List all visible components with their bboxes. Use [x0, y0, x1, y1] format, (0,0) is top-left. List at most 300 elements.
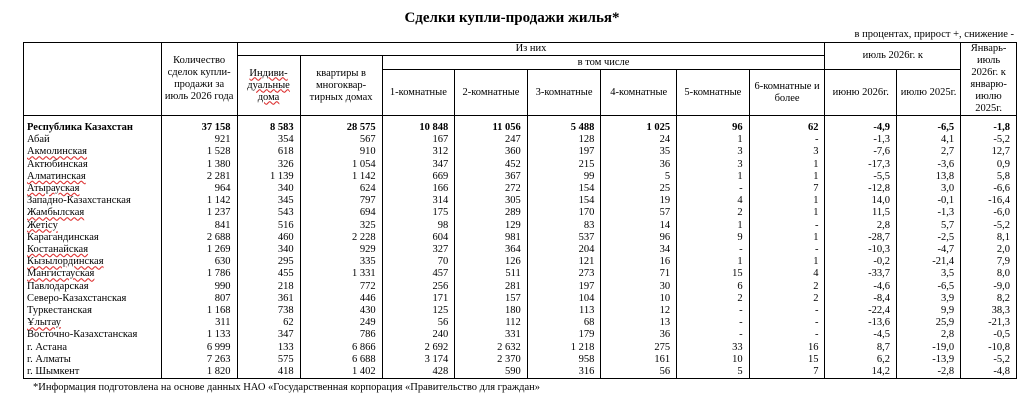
table-cell: 807: [161, 293, 237, 305]
header-including: в том числе: [382, 56, 825, 70]
table-cell: 618: [237, 146, 300, 158]
table-cell: 25,9: [897, 317, 961, 329]
table-cell: 1 820: [161, 366, 237, 379]
table-cell: 13,8: [897, 171, 961, 183]
table-cell: 2,8: [825, 220, 897, 232]
header-rooms-3: 3-комнатные: [527, 70, 601, 116]
table-cell: 4: [749, 268, 825, 280]
table-cell: -17,3: [825, 159, 897, 171]
region-name: Республика Казахстан: [24, 116, 162, 135]
table-cell: 5: [601, 171, 677, 183]
table-cell: -0,5: [961, 329, 1017, 341]
table-cell: 8 583: [237, 116, 300, 135]
table-cell: -4,6: [825, 281, 897, 293]
table-cell: 171: [382, 293, 455, 305]
table-cell: 340: [237, 244, 300, 256]
table-cell: 180: [455, 305, 528, 317]
table-cell: 786: [300, 329, 382, 341]
table-cell: 98: [382, 220, 455, 232]
table-cell: 1 786: [161, 268, 237, 280]
table-cell: 15: [677, 268, 750, 280]
table-cell: 630: [161, 256, 237, 268]
table-cell: 8,1: [961, 232, 1017, 244]
table-cell: -21,3: [961, 317, 1017, 329]
table-cell: 14: [601, 220, 677, 232]
table-cell: 1: [749, 195, 825, 207]
region-name: г. Алматы: [24, 354, 162, 366]
region-name: Павлодарская: [24, 281, 162, 293]
table-cell: -1,3: [897, 207, 961, 219]
table-cell: 325: [300, 220, 382, 232]
table-cell: 364: [455, 244, 528, 256]
table-cell: 311: [161, 317, 237, 329]
table-cell: 37 158: [161, 116, 237, 135]
table-cell: 62: [749, 116, 825, 135]
table-cell: 511: [455, 268, 528, 280]
table-cell: 335: [300, 256, 382, 268]
table-cell: 314: [382, 195, 455, 207]
table-cell: 1: [749, 171, 825, 183]
table-cell: -3,6: [897, 159, 961, 171]
table-row: [24, 244, 1017, 256]
table-cell: 1: [749, 207, 825, 219]
table-cell: 10: [601, 293, 677, 305]
header-jan-jul: Январь-июль 2026г. к январю-июлю 2025г.: [961, 43, 1017, 116]
table-cell: 361: [237, 293, 300, 305]
table-cell: 133: [237, 342, 300, 354]
table-cell: 1 142: [161, 195, 237, 207]
header-rooms-2: 2-комнатные: [455, 70, 528, 116]
table-cell: 36: [601, 329, 677, 341]
table-cell: 13: [601, 317, 677, 329]
table-cell: 6 999: [161, 342, 237, 354]
table-cell: 1: [749, 256, 825, 268]
table-cell: -5,5: [825, 171, 897, 183]
table-cell: 38,3: [961, 305, 1017, 317]
table-row: [24, 366, 1017, 379]
table-cell: 3: [677, 146, 750, 158]
housing-deals-table: [23, 42, 1017, 379]
table-cell: 340: [237, 183, 300, 195]
table-cell: 5,7: [897, 220, 961, 232]
table-row: [24, 354, 1017, 366]
region-name: Жамбылская: [24, 207, 162, 219]
table-cell: 516: [237, 220, 300, 232]
table-cell: -6,0: [961, 207, 1017, 219]
region-name: Мангистауская: [24, 268, 162, 280]
table-cell: 4: [677, 195, 750, 207]
table-cell: 16: [749, 342, 825, 354]
table-cell: 25: [601, 183, 677, 195]
table-cell: 57: [601, 207, 677, 219]
table-cell: -2,5: [897, 232, 961, 244]
table-cell: 128: [527, 134, 601, 146]
table-cell: 24: [601, 134, 677, 146]
table-cell: 4,1: [897, 134, 961, 146]
table-row: [24, 134, 1017, 146]
table-cell: 981: [455, 232, 528, 244]
table-cell: -5,2: [961, 220, 1017, 232]
table-cell: 1 380: [161, 159, 237, 171]
table-row: [24, 195, 1017, 207]
table-cell: -28,7: [825, 232, 897, 244]
table-cell: -6,5: [897, 116, 961, 135]
table-cell: 624: [300, 183, 382, 195]
table-cell: 347: [237, 329, 300, 341]
table-cell: 197: [527, 281, 601, 293]
table-cell: 8,0: [961, 268, 1017, 280]
table-cell: 3,5: [897, 268, 961, 280]
table-cell: 5: [677, 366, 750, 379]
table-cell: 3: [749, 146, 825, 158]
table-cell: -13,6: [825, 317, 897, 329]
table-cell: 305: [455, 195, 528, 207]
table-cell: 2: [749, 281, 825, 293]
table-row: [24, 232, 1017, 244]
table-cell: 113: [527, 305, 601, 317]
table-cell: 126: [455, 256, 528, 268]
table-cell: -: [749, 244, 825, 256]
table-cell: -10,8: [961, 342, 1017, 354]
table-cell: 2 688: [161, 232, 237, 244]
table-cell: 11 056: [455, 116, 528, 135]
table-cell: 281: [455, 281, 528, 293]
table-row: [24, 207, 1017, 219]
table-cell: -13,9: [897, 354, 961, 366]
page-title: Сделки купли-продажи жилья*: [404, 10, 620, 26]
header-rooms-6: 6-комнатные и более: [749, 70, 825, 116]
table-cell: 96: [677, 116, 750, 135]
table-row: [24, 317, 1017, 329]
table-row: [24, 171, 1017, 183]
table-cell: 204: [527, 244, 601, 256]
table-cell: 575: [237, 354, 300, 366]
table-row: [24, 268, 1017, 280]
header-rooms-1: 1-комнатные: [382, 70, 455, 116]
table-row: [24, 116, 1017, 135]
table-cell: 167: [382, 134, 455, 146]
table-cell: 30: [601, 281, 677, 293]
table-cell: 170: [527, 207, 601, 219]
table-cell: -10,3: [825, 244, 897, 256]
table-cell: 56: [601, 366, 677, 379]
table-cell: 9,9: [897, 305, 961, 317]
region-name: Алматинская: [24, 171, 162, 183]
table-cell: -: [749, 317, 825, 329]
table-cell: 772: [300, 281, 382, 293]
table-cell: -33,7: [825, 268, 897, 280]
table-cell: 460: [237, 232, 300, 244]
table-cell: 2: [677, 207, 750, 219]
table-cell: 1: [677, 256, 750, 268]
table-cell: 1 237: [161, 207, 237, 219]
table-cell: 14,2: [825, 366, 897, 379]
table-cell: 3,0: [897, 183, 961, 195]
table-cell: 256: [382, 281, 455, 293]
region-name: Жетісу: [24, 220, 162, 232]
table-cell: 694: [300, 207, 382, 219]
table-cell: -22,4: [825, 305, 897, 317]
table-cell: 2: [749, 293, 825, 305]
region-name: Атырауская: [24, 183, 162, 195]
table-cell: 28 575: [300, 116, 382, 135]
table-cell: 9: [677, 232, 750, 244]
region-name: г. Шымкент: [24, 366, 162, 379]
table-cell: 2 370: [455, 354, 528, 366]
table-cell: 345: [237, 195, 300, 207]
table-cell: -: [677, 329, 750, 341]
header-rooms-4: 4-комнатные: [601, 70, 677, 116]
table-cell: 327: [382, 244, 455, 256]
table-cell: 1 054: [300, 159, 382, 171]
table-cell: 62: [237, 317, 300, 329]
table-body: [24, 116, 1017, 379]
table-cell: 0,9: [961, 159, 1017, 171]
table-cell: 179: [527, 329, 601, 341]
table-cell: 157: [455, 293, 528, 305]
table-cell: 2 228: [300, 232, 382, 244]
table-cell: -8,4: [825, 293, 897, 305]
table-cell: 457: [382, 268, 455, 280]
region-name: Туркестанская: [24, 305, 162, 317]
table-cell: -1,3: [825, 134, 897, 146]
table-cell: 567: [300, 134, 382, 146]
table-cell: 19: [601, 195, 677, 207]
table-cell: 7: [749, 366, 825, 379]
table-cell: -: [749, 134, 825, 146]
table-cell: 7 263: [161, 354, 237, 366]
table-cell: 316: [527, 366, 601, 379]
table-cell: -12,8: [825, 183, 897, 195]
table-cell: 1 168: [161, 305, 237, 317]
table-cell: 958: [527, 354, 601, 366]
table-cell: 83: [527, 220, 601, 232]
table-cell: 2: [677, 293, 750, 305]
table-row: [24, 329, 1017, 341]
table-cell: -4,5: [825, 329, 897, 341]
table-cell: -: [677, 305, 750, 317]
header-apartments: квартиры в многоквар-тирных домах: [300, 56, 382, 116]
table-cell: 2,0: [961, 244, 1017, 256]
table-cell: 2 281: [161, 171, 237, 183]
table-cell: 34: [601, 244, 677, 256]
table-cell: -9,0: [961, 281, 1017, 293]
table-cell: 455: [237, 268, 300, 280]
table-cell: 418: [237, 366, 300, 379]
table-cell: 3 174: [382, 354, 455, 366]
table-row: [24, 220, 1017, 232]
table-cell: 1 528: [161, 146, 237, 158]
table-cell: 1 142: [300, 171, 382, 183]
table-cell: 215: [527, 159, 601, 171]
header-of-them: Из них: [237, 43, 825, 56]
table-cell: 5,8: [961, 171, 1017, 183]
table-cell: 10 848: [382, 116, 455, 135]
table-cell: 331: [455, 329, 528, 341]
table-cell: 197: [527, 146, 601, 158]
table-cell: 154: [527, 195, 601, 207]
table-cell: -4,7: [897, 244, 961, 256]
table-cell: 33: [677, 342, 750, 354]
units-note: в процентах, прирост +, снижение -: [854, 29, 1014, 40]
table-cell: 125: [382, 305, 455, 317]
region-name: Костанайская: [24, 244, 162, 256]
table-cell: -6,5: [897, 281, 961, 293]
table-cell: -1,8: [961, 116, 1017, 135]
table-cell: -19,0: [897, 342, 961, 354]
table-cell: 1 025: [601, 116, 677, 135]
table-cell: 218: [237, 281, 300, 293]
table-cell: 249: [300, 317, 382, 329]
table-cell: 1: [677, 134, 750, 146]
table-cell: -2,8: [897, 366, 961, 379]
table-cell: 70: [382, 256, 455, 268]
table-cell: 15: [749, 354, 825, 366]
table-cell: 1 218: [527, 342, 601, 354]
table-cell: 175: [382, 207, 455, 219]
table-cell: -4,9: [825, 116, 897, 135]
table-cell: 273: [527, 268, 601, 280]
table-cell: 6 688: [300, 354, 382, 366]
table-cell: 7: [749, 183, 825, 195]
table-cell: -: [677, 183, 750, 195]
table-cell: 56: [382, 317, 455, 329]
table-cell: 8,2: [961, 293, 1017, 305]
table-cell: 68: [527, 317, 601, 329]
table-cell: -0,1: [897, 195, 961, 207]
table-cell: -7,6: [825, 146, 897, 158]
table-cell: 537: [527, 232, 601, 244]
table-cell: 430: [300, 305, 382, 317]
region-name: Кызылординская: [24, 256, 162, 268]
table-cell: 36: [601, 159, 677, 171]
table-cell: -5,2: [961, 134, 1017, 146]
region-name: Восточно-Казахстанская: [24, 329, 162, 341]
table-cell: -16,4: [961, 195, 1017, 207]
table-cell: 12: [601, 305, 677, 317]
table-cell: 5 488: [527, 116, 601, 135]
header-vs-june: июню 2026г.: [825, 70, 897, 116]
table-cell: -: [677, 244, 750, 256]
table-cell: 2 692: [382, 342, 455, 354]
table-row: [24, 342, 1017, 354]
table-cell: 428: [382, 366, 455, 379]
table-cell: -: [749, 305, 825, 317]
table-cell: 161: [601, 354, 677, 366]
region-name: Карагандинская: [24, 232, 162, 244]
region-name: Западно-Казахстанская: [24, 195, 162, 207]
region-name: Абай: [24, 134, 162, 146]
table-cell: 452: [455, 159, 528, 171]
table-cell: 112: [455, 317, 528, 329]
table-cell: 929: [300, 244, 382, 256]
table-cell: 990: [161, 281, 237, 293]
table-row: [24, 305, 1017, 317]
table-cell: 35: [601, 146, 677, 158]
table-cell: 2 632: [455, 342, 528, 354]
region-name: Северо-Казахстанская: [24, 293, 162, 305]
table-cell: 3: [677, 159, 750, 171]
header-vs-july: июлю 2025г.: [897, 70, 961, 116]
table-row: [24, 183, 1017, 195]
table-cell: 99: [527, 171, 601, 183]
table-cell: 129: [455, 220, 528, 232]
table-cell: 347: [382, 159, 455, 171]
region-name: Акмолинская: [24, 146, 162, 158]
table-cell: -: [677, 317, 750, 329]
table-cell: 16: [601, 256, 677, 268]
table-cell: 6 866: [300, 342, 382, 354]
table-row: [24, 293, 1017, 305]
table-cell: 1 133: [161, 329, 237, 341]
table-cell: 295: [237, 256, 300, 268]
table-cell: 2,8: [897, 329, 961, 341]
table-cell: 1: [677, 220, 750, 232]
table-cell: 14,0: [825, 195, 897, 207]
table-cell: 71: [601, 268, 677, 280]
table-cell: 6: [677, 281, 750, 293]
table-cell: 1: [749, 159, 825, 171]
table-cell: -21,4: [897, 256, 961, 268]
table-cell: 154: [527, 183, 601, 195]
header-individual: Индиви-дуальные дома: [237, 56, 300, 116]
table-cell: 797: [300, 195, 382, 207]
table-cell: 1: [749, 232, 825, 244]
table-cell: 1 402: [300, 366, 382, 379]
table-cell: 2,7: [897, 146, 961, 158]
header-region: [24, 43, 162, 116]
table-cell: 1: [677, 171, 750, 183]
table-cell: 360: [455, 146, 528, 158]
table-row: [24, 159, 1017, 171]
table-cell: 166: [382, 183, 455, 195]
table-cell: 272: [455, 183, 528, 195]
table-cell: 11,5: [825, 207, 897, 219]
table-cell: 12,7: [961, 146, 1017, 158]
table-cell: 104: [527, 293, 601, 305]
table-cell: -: [749, 329, 825, 341]
table-cell: 910: [300, 146, 382, 158]
table-cell: 247: [455, 134, 528, 146]
table-cell: 121: [527, 256, 601, 268]
table-cell: 964: [161, 183, 237, 195]
footnote: *Информация подготовлена на основе данных НАО «Государственная корпорация «Правительство для граждан»: [33, 382, 541, 393]
table-cell: -6,6: [961, 183, 1017, 195]
table-cell: 96: [601, 232, 677, 244]
table-cell: 1 331: [300, 268, 382, 280]
table-row: [24, 281, 1017, 293]
table-cell: 6,2: [825, 354, 897, 366]
table-cell: 240: [382, 329, 455, 341]
table-cell: -5,2: [961, 354, 1017, 366]
table-cell: 543: [237, 207, 300, 219]
table-cell: -4,8: [961, 366, 1017, 379]
table-cell: 590: [455, 366, 528, 379]
table-cell: 367: [455, 171, 528, 183]
region-name: Актюбинская: [24, 159, 162, 171]
header-rooms-5: 5-комнатные: [677, 70, 750, 116]
table-cell: 354: [237, 134, 300, 146]
header-total: Количество сделок купли-продажи за июль 2026 года: [161, 43, 237, 116]
table-row: [24, 256, 1017, 268]
table-cell: 738: [237, 305, 300, 317]
table-cell: 1 139: [237, 171, 300, 183]
table-cell: 7,9: [961, 256, 1017, 268]
table-cell: 326: [237, 159, 300, 171]
header-july-group: июль 2026г. к: [825, 43, 961, 70]
table-cell: -: [749, 220, 825, 232]
table-cell: 841: [161, 220, 237, 232]
